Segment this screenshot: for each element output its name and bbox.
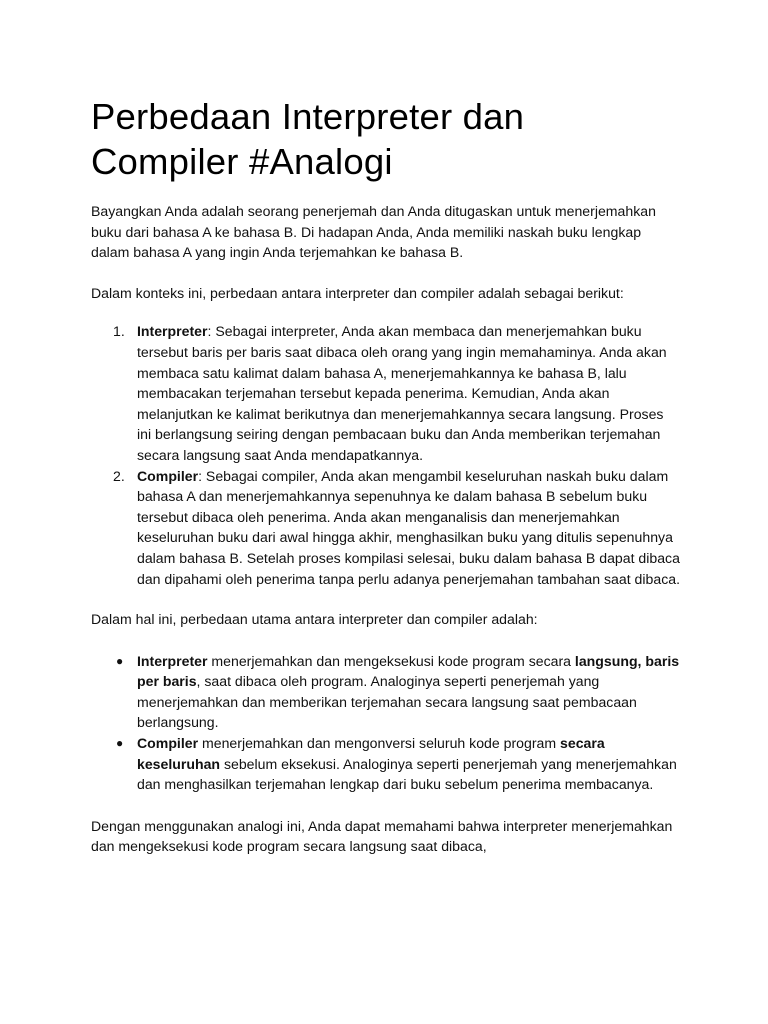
list-text: : Sebagai compiler, Anda akan mengambil keseluruhan naskah buku dalam bahasa A dan menerjemahkannya sepenuhnya ke dalam bahasa B sebelum buku tersebut dibaca oleh penerima. Anda akan menganalisis dan menerjemahkan keseluruhan buku dari awal hingga akhir, menghasilkan buku yang ditulis sepenuhnya dalam bahasa B. Setelah proses kompilasi selesai, buku dalam bahasa B dapat dibaca dan dipahami oleh penerima tanpa perlu adanya penerjemahan tambahan saat dibaca. xyxy=(137,467,680,587)
bullet-emphasis: langsung, baris per baris xyxy=(137,652,680,690)
context-paragraph: Dalam konteks ini, perbedaan antara interpreter dan compiler adalah sebagai berikut: xyxy=(91,284,624,301)
intro-paragraph: Bayangkan Anda adalah seorang penerjemah dan Anda ditugaskan untuk menerjemahkan buku dari bahasa A ke bahasa B. Di hadapan Anda, Anda memiliki naskah buku lengkap dalam bahasa A yang ingin Anda terjemahkan ke bahasa B. xyxy=(91,203,656,261)
list-item-interpreter xyxy=(91,321,681,465)
list-number: 1. xyxy=(113,323,125,340)
bullet-term: Interpreter xyxy=(137,652,208,669)
list-term: Interpreter xyxy=(137,323,208,340)
bullet-emphasis: secara keseluruhan xyxy=(137,735,605,772)
list-number: 2. xyxy=(113,467,125,484)
bullet-text: , saat dibaca oleh program. Analoginya seperti penerjemah yang menerjemahkan dan memberikan terjemahan secara langsung saat pembacaan berlangsung. xyxy=(137,673,637,731)
bullet-icon: ● xyxy=(116,653,124,668)
list-term: Compiler xyxy=(137,467,199,484)
bullet-text: sebelum eksekusi. Analoginya seperti penerjemah yang menerjemahkan dan menghasilkan terjemahan lengkap dari buku sebelum penerima membacanya. xyxy=(137,755,677,793)
bullet-list xyxy=(91,651,681,795)
numbered-list xyxy=(91,321,681,589)
closing-paragraph: Dengan menggunakan analogi ini, Anda dapat memahami bahwa interpreter menerjemahkan dan mengeksekusi kode program secara langsung saat dibaca, xyxy=(91,817,673,855)
document-page xyxy=(91,94,681,857)
bullet-item-compiler xyxy=(91,733,681,795)
bullet-item-interpreter xyxy=(91,651,681,733)
document-body xyxy=(91,201,681,857)
list-text: : Sebagai interpreter, Anda akan membaca dan menerjemahkan buku tersebut baris per baris saat dibaca oleh orang yang ingin memahaminya. Anda akan membaca satu kalimat dalam bahasa A, menerjemahkannya ke bahasa B, lalu membacakan terjemahan tersebut kepada penerima. Kemudian, Anda akan melanjutkan ke kalimat berikutnya dan menerjemahkannya secara langsung. Proses ini berlangsung seiring dengan pembacaan buku dan Anda memberikan terjemahan secara langsung saat Anda mendapatkannya. xyxy=(137,323,667,463)
bullet-text: menerjemahkan dan mengeksekusi kode program secara xyxy=(207,652,575,669)
bullet-icon: ● xyxy=(116,736,124,751)
bullet-term: Compiler xyxy=(137,735,199,752)
summary-paragraph: Dalam hal ini, perbedaan utama antara interpreter dan compiler adalah: xyxy=(91,611,538,628)
bullet-text: menerjemahkan dan mengonversi seluruh kode program xyxy=(198,735,561,752)
list-item-compiler xyxy=(91,466,681,590)
page-title: Perbedaan Interpreter dan Compiler #Analogi xyxy=(91,96,525,182)
